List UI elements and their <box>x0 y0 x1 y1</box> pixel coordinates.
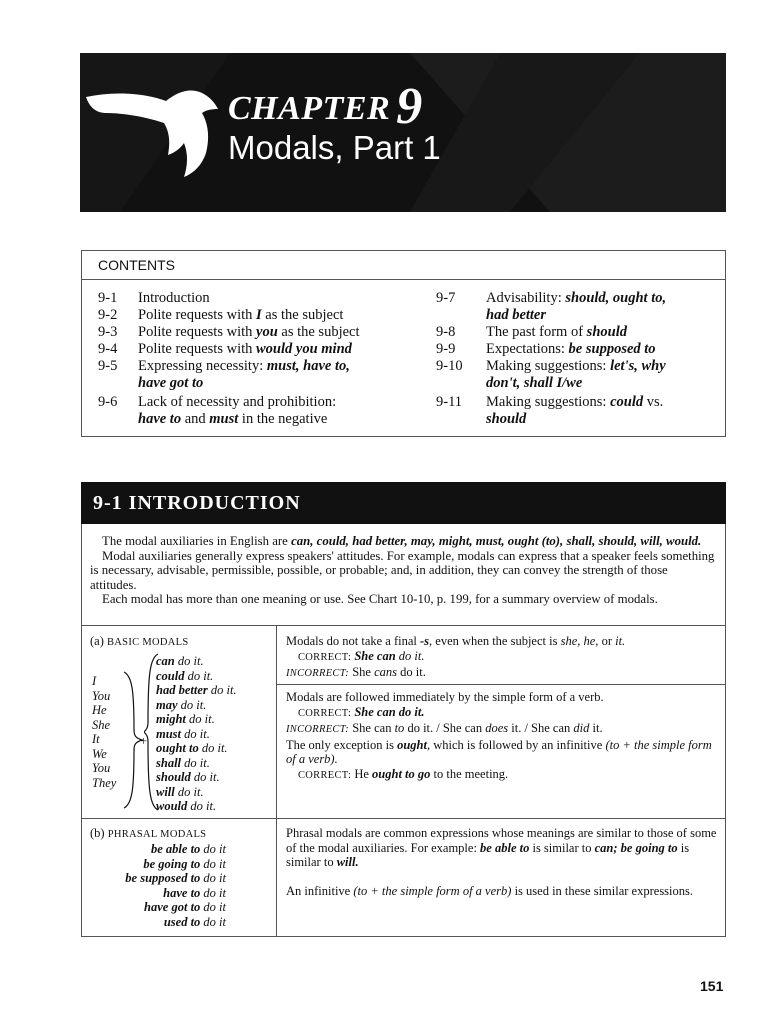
intro-paragraph-1: The modal auxiliaries in English are can, could, had better, may, might, must, ought (to), shall, should, will, would. <box>102 534 702 548</box>
table-divider <box>276 684 725 685</box>
modal-item: may do it. <box>156 697 207 712</box>
basic-note-1: Modals do not take a final -s, even when the subject is she, he, or it. CORRECT: She can do it. INCORRECT: She cans do it. <box>286 634 626 679</box>
chapter-banner <box>80 53 726 212</box>
modal-list <box>156 654 276 814</box>
chapter-number: 9 <box>396 78 423 135</box>
plus-sign: + <box>140 734 148 748</box>
chapter-label: CHAPTER 9 <box>228 78 423 135</box>
modal-item: might do it. <box>156 712 215 726</box>
modal-item: should do it. <box>156 770 220 784</box>
phrasal-item: be supposed to do it <box>125 871 226 885</box>
modal-item: had better do it. <box>156 683 237 697</box>
phrasal-item: be going to do it <box>143 856 226 871</box>
modal-item: must do it. <box>156 726 210 741</box>
phrasal-item: have to do it <box>163 885 226 900</box>
modal-item: could do it. <box>156 668 214 683</box>
intro-paragraph-2: Modal auxiliaries generally express speakers' attitudes. For example, modals can express that a speaker feels something is necessary, advisable, permissible, possible, or probable; and, in addition, they can convey the strength of those attitudes. <box>90 548 715 592</box>
basic-note-2: Modals are followed immediately by the simple form of a verb. CORRECT: She can do it. INCORRECT: She can to do it. / She can does it. / She can did it. The only exception is ought, which is followed by an infinitive (to + the simple form of a verb). CORRECT: He ought to go to the meeting. <box>286 690 712 781</box>
phrasal-note-1: Phrasal modals are common expressions whose meanings are similar to those of some of the modal auxiliaries. For example: be able to is similar to can; be going to is similar to will. <box>286 826 717 869</box>
table-divider <box>82 818 725 819</box>
intro-text <box>90 534 717 607</box>
chapter-title: Modals, Part 1 <box>228 129 441 166</box>
modal-item: ought to do it. <box>156 741 228 755</box>
contents-box: CONTENTS 9-1 Introduction 9-2 Polite requests with I as the subject 9-3 Polite requests with you as the subject 9-4 Polite requests with would you mind 9-5 Expressing necessity: must, have to, have got to 9-6 Lack of necessity and prohibition: have to and must in the negative 9-7 Advisability: should, ought to, had better 9-8 The past form of should 9-9 Expectations: be supposed to 9-10 Making suggestions: let's, why don't, shall I/we 9-11 Making suggestions: could vs. should <box>81 250 726 437</box>
table-divider <box>82 625 725 626</box>
modal-item: shall do it. <box>156 755 210 770</box>
table-divider <box>276 818 277 936</box>
page-number: 151 <box>700 978 724 994</box>
phrasal-modals-label: (b) PHRASAL MODALS <box>90 826 207 840</box>
phrasal-note-2: An infinitive (to + the simple form of a verb) is used in these similar expressions. <box>286 884 694 898</box>
phrasal-item: be able to do it <box>151 842 226 856</box>
modal-item: will do it. <box>156 784 204 799</box>
section-title-bar: 9-1 INTRODUCTION <box>81 482 726 524</box>
intro-paragraph-3: Each modal has more than one meaning or use. See Chart 10-10, p. 199, for a summary overview of modals. <box>102 592 658 607</box>
phrasal-list <box>82 842 226 929</box>
table-divider <box>276 625 277 818</box>
phrasal-item: have got to do it <box>144 900 226 914</box>
basic-modals-label: (a) BASIC MODALS <box>90 634 189 648</box>
contents-heading: CONTENTS <box>82 251 725 280</box>
swallow-bird-icon <box>84 79 224 179</box>
modal-item: can do it. <box>156 654 204 668</box>
modal-item: would do it. <box>156 799 217 813</box>
phrasal-item: used to do it <box>163 914 226 929</box>
intro-chart <box>81 524 726 937</box>
subject-list: I You He She It We You They <box>92 674 117 790</box>
